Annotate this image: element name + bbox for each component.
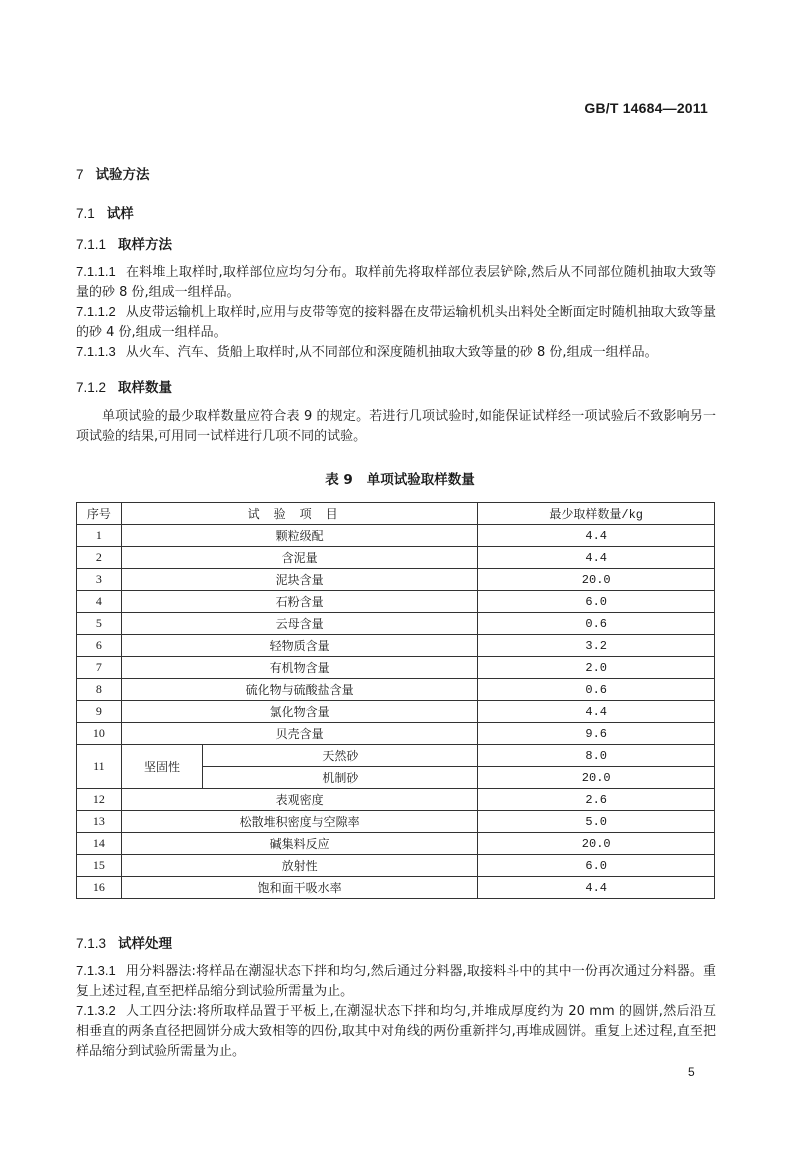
row-no: 1 xyxy=(77,525,122,547)
row-no: 13 xyxy=(77,811,122,833)
table-title: 单项试验取样数量 xyxy=(366,472,475,488)
row-subitem: 天然砂 xyxy=(203,745,478,767)
table-row-group-soundness xyxy=(77,745,715,767)
row-no: 3 xyxy=(77,569,122,591)
header-value: 最少取样数量/kg xyxy=(478,503,715,525)
row-no: 7 xyxy=(77,657,122,679)
row-item: 颗粒级配 xyxy=(121,525,478,547)
row-value: 5.0 xyxy=(478,811,715,833)
row-value: 6.0 xyxy=(478,855,715,877)
row-item: 贝壳含量 xyxy=(121,723,478,745)
row-value: 2.0 xyxy=(478,657,715,679)
standard-code: GB/T 14684—2011 xyxy=(584,100,708,116)
row-no: 12 xyxy=(77,789,122,811)
table-number: 表 9 xyxy=(325,472,353,488)
table-header-row xyxy=(77,503,715,525)
paragraph-7-1-2 xyxy=(76,407,716,447)
clause-number: 7.1.1.2 xyxy=(76,304,116,319)
row-item: 有机物含量 xyxy=(121,657,478,679)
row-no: 10 xyxy=(77,723,122,745)
table-row xyxy=(77,789,715,811)
row-item: 云母含量 xyxy=(121,613,478,635)
row-no: 8 xyxy=(77,679,122,701)
section-heading-7-1 xyxy=(76,202,134,222)
table-row xyxy=(77,723,715,745)
section-heading-7-1-2 xyxy=(76,376,172,396)
section-number: 7.1.2 xyxy=(76,380,107,395)
row-value: 3.2 xyxy=(478,635,715,657)
row-value: 4.4 xyxy=(478,877,715,899)
page-number: 5 xyxy=(688,1065,695,1079)
table-row xyxy=(77,701,715,723)
paragraph-7-1-1-2 xyxy=(76,302,716,343)
section-title: 试样 xyxy=(106,206,134,222)
row-value: 9.6 xyxy=(478,723,715,745)
row-no: 11 xyxy=(77,745,122,789)
row-item: 氯化物含量 xyxy=(121,701,478,723)
table-row xyxy=(77,525,715,547)
row-item: 石粉含量 xyxy=(121,591,478,613)
table-row xyxy=(77,855,715,877)
row-subitem: 机制砂 xyxy=(203,767,478,789)
clause-number: 7.1.3.2 xyxy=(76,1003,116,1018)
row-item: 表观密度 xyxy=(121,789,478,811)
clause-number: 7.1.1.1 xyxy=(76,264,116,279)
paragraph-7-1-3-1 xyxy=(76,961,716,1002)
section-heading-7-1-3 xyxy=(76,932,172,952)
row-item: 轻物质含量 xyxy=(121,635,478,657)
row-value: 0.6 xyxy=(478,679,715,701)
header-no: 序号 xyxy=(77,503,122,525)
paragraph-7-1-3-2 xyxy=(76,1001,716,1062)
table-row xyxy=(77,833,715,855)
row-value: 4.4 xyxy=(478,547,715,569)
clause-text: 用分料器法:将样品在潮湿状态下拌和均匀,然后通过分料器,取接料斗中的其中一份再次通过分料器。重复上述过程,直至把样品缩分到试验所需量为止。 xyxy=(76,964,716,999)
clause-text: 从皮带运输机上取样时,应用与皮带等宽的接料器在皮带运输机机头出料处全断面定时随机抽取大致等量的砂 4 份,组成一组样品。 xyxy=(76,305,716,340)
row-item: 含泥量 xyxy=(121,547,478,569)
row-value: 20.0 xyxy=(478,767,715,789)
table-row xyxy=(77,657,715,679)
row-no: 15 xyxy=(77,855,122,877)
row-value: 0.6 xyxy=(478,613,715,635)
paragraph-7-1-1-3 xyxy=(76,342,716,363)
table-caption xyxy=(0,468,800,488)
row-item: 泥块含量 xyxy=(121,569,478,591)
row-no: 5 xyxy=(77,613,122,635)
table-row xyxy=(77,591,715,613)
table-row xyxy=(77,547,715,569)
section-heading-7 xyxy=(76,163,150,183)
row-value: 4.4 xyxy=(478,701,715,723)
table-row xyxy=(77,811,715,833)
section-number: 7 xyxy=(76,167,84,182)
clause-text: 在料堆上取样时,取样部位应均匀分布。取样前先将取样部位表层铲除,然后从不同部位随机抽取大致等量的砂 8 份,组成一组样品。 xyxy=(76,265,716,300)
row-no: 4 xyxy=(77,591,122,613)
row-value: 2.6 xyxy=(478,789,715,811)
row-value: 8.0 xyxy=(478,745,715,767)
table-row xyxy=(77,635,715,657)
table-row xyxy=(77,679,715,701)
row-value: 20.0 xyxy=(478,833,715,855)
row-item: 饱和面干吸水率 xyxy=(121,877,478,899)
row-group-label: 坚固性 xyxy=(121,745,203,789)
row-value: 20.0 xyxy=(478,569,715,591)
row-no: 9 xyxy=(77,701,122,723)
paragraph-text: 单项试验的最少取样数量应符合表 9 的规定。若进行几项试验时,如能保证试样经一项试验后不致影响另一项试验的结果,可用同一试样进行几项不同的试验。 xyxy=(76,409,716,444)
row-value: 4.4 xyxy=(478,525,715,547)
row-item: 松散堆积密度与空隙率 xyxy=(121,811,478,833)
sample-quantity-table xyxy=(76,502,715,899)
section-title: 取样方法 xyxy=(118,237,173,253)
row-item: 放射性 xyxy=(121,855,478,877)
row-item: 硫化物与硫酸盐含量 xyxy=(121,679,478,701)
section-number: 7.1.3 xyxy=(76,936,107,951)
row-item: 碱集料反应 xyxy=(121,833,478,855)
clause-number: 7.1.3.1 xyxy=(76,963,116,978)
row-no: 2 xyxy=(77,547,122,569)
section-heading-7-1-1 xyxy=(76,233,172,253)
row-no: 16 xyxy=(77,877,122,899)
section-number: 7.1 xyxy=(76,206,95,221)
section-number: 7.1.1 xyxy=(76,237,107,252)
section-title: 取样数量 xyxy=(118,380,173,396)
clause-text: 人工四分法:将所取样品置于平板上,在潮湿状态下拌和均匀,并堆成厚度约为 20 mm 的圆饼,然后沿互相垂直的两条直径把圆饼分成大致相等的四份,取其中对角线的两份重新拌匀,再堆成圆饼。重复上述过程,直至把样品缩分到试验所需量为止。 xyxy=(76,1004,716,1059)
header-item: 试验项目 xyxy=(121,503,478,525)
row-value: 6.0 xyxy=(478,591,715,613)
clause-number: 7.1.1.3 xyxy=(76,344,116,359)
section-title: 试样处理 xyxy=(118,936,173,952)
row-no: 14 xyxy=(77,833,122,855)
table-row xyxy=(77,877,715,899)
clause-text: 从火车、汽车、货船上取样时,从不同部位和深度随机抽取大致等量的砂 8 份,组成一组样品。 xyxy=(125,345,658,360)
row-no: 6 xyxy=(77,635,122,657)
table-row xyxy=(77,569,715,591)
table-row xyxy=(77,613,715,635)
section-title: 试验方法 xyxy=(95,167,150,183)
paragraph-7-1-1-1 xyxy=(76,262,716,303)
